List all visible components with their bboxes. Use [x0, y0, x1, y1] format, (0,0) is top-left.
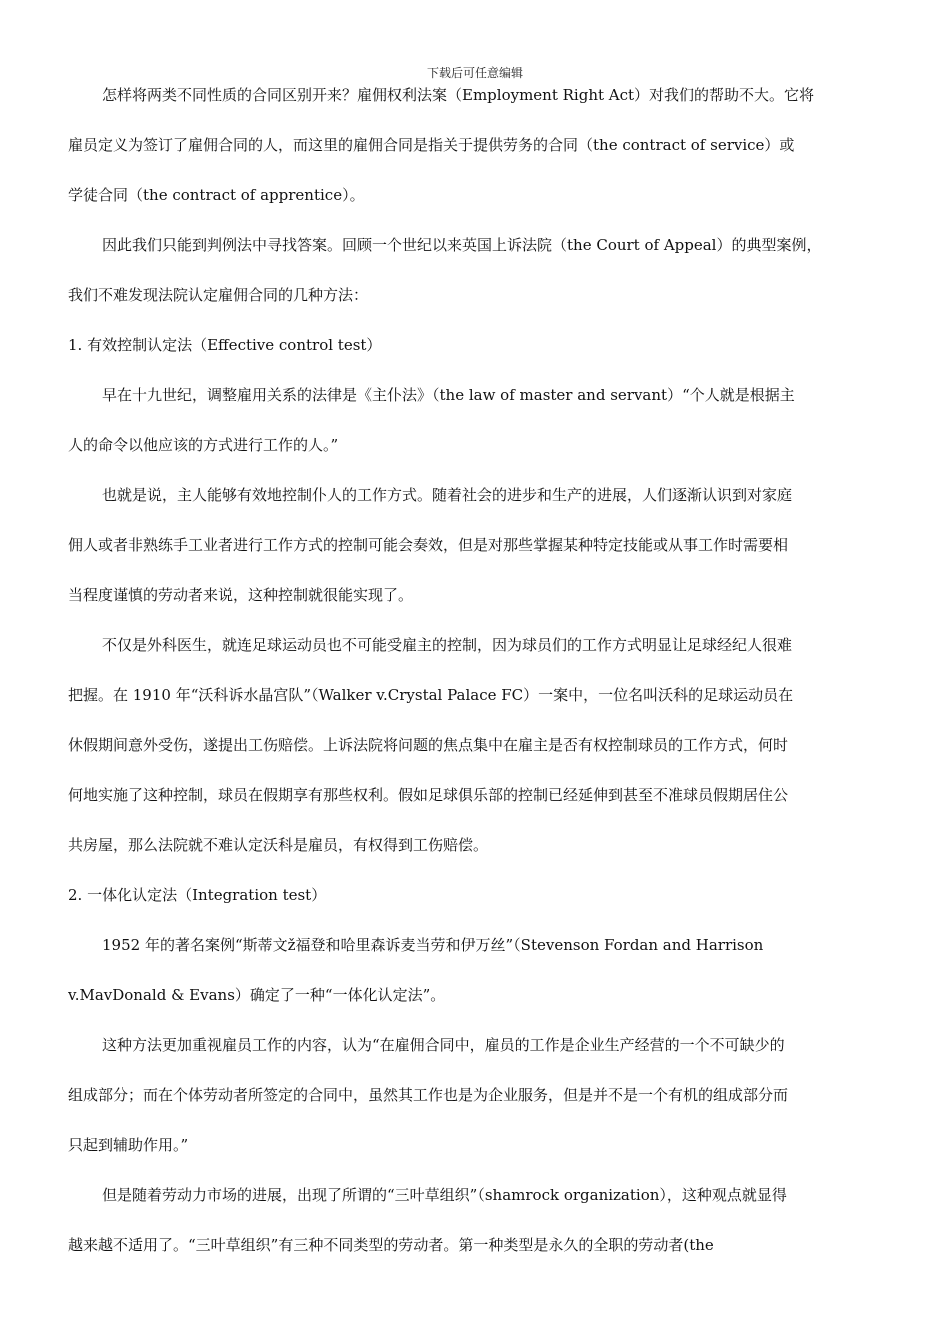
document-body: [68, 80, 883, 1280]
paragraph-line: 组成部分；而在个体劳动者所签定的合同中，虽然其工作也是为企业服务，但是并不是一个有机的组成部分而: [68, 1086, 789, 1104]
paragraph: [68, 480, 883, 630]
paragraph-line: 人的命令以他应该的方式进行工作的人。”: [68, 436, 339, 454]
paragraph: [68, 1030, 883, 1180]
paragraph-line: 越来越不适用了。“三叶草组织”有三种不同类型的劳动者。第一种类型是永久的全职的劳动者(the: [68, 1236, 714, 1254]
paragraph: [68, 380, 883, 480]
paragraph: [68, 630, 883, 880]
paragraph: [68, 880, 883, 930]
paragraph-line: v.MavDonald & Evans）确定了一种“一体化认定法”。: [68, 986, 446, 1004]
page-header-note: 下载后可任意编辑: [426, 66, 523, 80]
paragraph-line: 这种方法更加重视雇员工作的内容，认为“在雇佣合同中，雇员的工作是企业生产经营的一个不可缺少的: [102, 1036, 785, 1054]
paragraph-line: 只起到辅助作用。”: [68, 1136, 189, 1154]
paragraph-line: 佣人或者非熟练手工业者进行工作方式的控制可能会奏效，但是对那些掌握某种特定技能或从事工作时需要相: [68, 536, 789, 554]
paragraph: [68, 1180, 883, 1280]
paragraph-line: 早在十九世纪，调整雇用关系的法律是《主仆法》（the law of master and servant）“个人就是根据主: [102, 386, 795, 404]
paragraph-line: 怎样将两类不同性质的合同区别开来？雇佣权利法案（Employment Right Act）对我们的帮助不大。它将: [102, 86, 815, 104]
paragraph-line: 1952 年的著名案例“斯蒂文ž福登和哈里森诉麦当劳和伊万丝”（Stevenson Fordan and Harrison: [102, 936, 764, 954]
paragraph: [68, 230, 883, 330]
paragraph: [68, 330, 883, 380]
paragraph-line: 把握。在 1910 年“沃科诉水晶宫队”（Walker v.Crystal Palace FC）一案中，一位名叫沃科的足球运动员在: [68, 686, 794, 704]
paragraph-line: 共房屋，那么法院就不难认定沃科是雇员，有权得到工伤赔偿。: [68, 836, 489, 854]
paragraph-line: 休假期间意外受伤，遂提出工伤赔偿。上诉法院将问题的焦点集中在雇主是否有权控制球员的工作方式，何时: [68, 736, 789, 754]
paragraph-line: 2. 一体化认定法（Integration test）: [68, 886, 327, 904]
paragraph: [68, 80, 883, 230]
paragraph-line: 当程度谨慎的劳动者来说，这种控制就很能实现了。: [68, 586, 414, 604]
paragraph-line: 因此我们只能到判例法中寻找答案。回顾一个世纪以来英国上诉法院（the Court of Appeal）的典型案例，: [102, 236, 822, 254]
paragraph-line: 也就是说，主人能够有效地控制仆人的工作方式。随着社会的进步和生产的进展，人们逐渐认识到对家庭: [102, 486, 793, 504]
paragraph-line: 雇员定义为签订了雇佣合同的人，而这里的雇佣合同是指关于提供劳务的合同（the contract of service）或: [68, 136, 795, 154]
paragraph-line: 1. 有效控制认定法（Effective control test）: [68, 336, 382, 354]
paragraph-line: 不仅是外科医生，就连足球运动员也不可能受雇主的控制，因为球员们的工作方式明显让足球经纪人很难: [102, 636, 793, 654]
paragraph-line: 我们不难发现法院认定雇佣合同的几种方法：: [68, 286, 369, 304]
paragraph-line: 学徒合同（the contract of apprentice）。: [68, 186, 365, 204]
paragraph: [68, 930, 883, 1030]
paragraph-line: 但是随着劳动力市场的进展，出现了所谓的“三叶草组织”（shamrock organization），这种观点就显得: [102, 1186, 787, 1204]
paragraph-line: 何地实施了这种控制，球员在假期享有那些权利。假如足球俱乐部的控制已经延伸到甚至不准球员假期居住公: [68, 786, 789, 804]
